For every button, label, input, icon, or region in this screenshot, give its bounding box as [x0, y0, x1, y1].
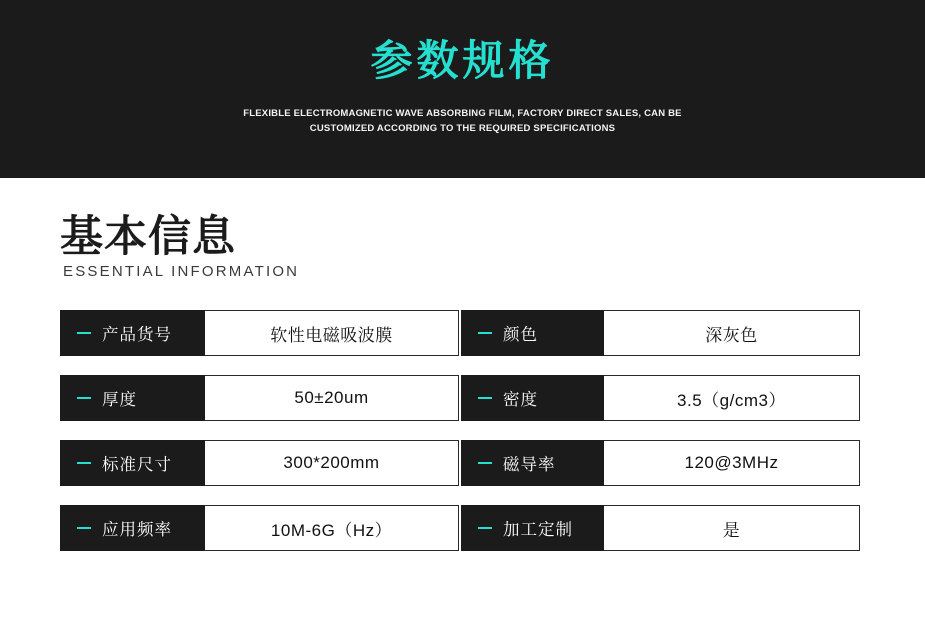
dash-icon	[77, 332, 91, 334]
spec-pair-product-code	[60, 310, 459, 356]
dash-icon	[478, 462, 492, 464]
spec-label-text: 应用频率	[102, 521, 172, 540]
spec-label	[461, 310, 604, 356]
spec-value: 300*200mm	[205, 440, 459, 486]
spec-pair-permeability	[461, 440, 860, 486]
spec-label-text: 标准尺寸	[102, 456, 172, 475]
page-subtitle: FLEXIBLE ELECTROMAGNETIC WAVE ABSORBING FILM, FACTORY DIRECT SALES, CAN BE CUSTOMIZED ACCORDING TO THE REQUIRED SPECIFICATIONS	[243, 108, 682, 135]
spec-pair-density	[461, 375, 860, 421]
table-row	[60, 310, 860, 356]
section-header	[60, 178, 865, 280]
spec-label-text: 磁导率	[503, 456, 556, 475]
spec-value: 深灰色	[604, 310, 860, 356]
spec-value: 软性电磁吸波膜	[205, 310, 459, 356]
table-row	[60, 440, 860, 486]
dash-icon	[77, 527, 91, 529]
spec-label-text: 密度	[503, 391, 538, 410]
spec-label	[60, 440, 205, 486]
spec-label-text: 加工定制	[503, 521, 573, 540]
spec-label-text: 厚度	[102, 391, 137, 410]
specification-table	[60, 310, 860, 551]
spec-pair-thickness	[60, 375, 459, 421]
spec-value: 是	[604, 505, 860, 551]
spec-value: 3.5（g/cm3）	[604, 375, 860, 421]
table-row	[60, 505, 860, 551]
page-title: 参数规格	[370, 37, 555, 84]
dash-icon	[478, 397, 492, 399]
spec-label	[461, 505, 604, 551]
spec-value: 120@3MHz	[604, 440, 860, 486]
dash-icon	[77, 462, 91, 464]
page-banner	[0, 0, 925, 178]
spec-label	[60, 310, 205, 356]
spec-label-text: 颜色	[503, 326, 538, 345]
spec-label	[60, 375, 205, 421]
table-row	[60, 375, 860, 421]
dash-icon	[478, 527, 492, 529]
spec-pair-color	[461, 310, 860, 356]
section-title-cn: 基本信息	[60, 213, 236, 261]
dash-icon	[478, 332, 492, 334]
spec-pair-standard-size	[60, 440, 459, 486]
spec-label	[60, 505, 205, 551]
spec-pair-frequency	[60, 505, 459, 551]
spec-value: 10M-6G（Hz）	[205, 505, 459, 551]
dash-icon	[77, 397, 91, 399]
spec-pair-customization	[461, 505, 860, 551]
section-title-en: ESSENTIAL INFORMATION	[63, 263, 300, 281]
spec-label	[461, 375, 604, 421]
spec-label-text: 产品货号	[102, 326, 172, 345]
spec-value: 50±20um	[205, 375, 459, 421]
spec-label	[461, 440, 604, 486]
main-content	[0, 178, 925, 632]
